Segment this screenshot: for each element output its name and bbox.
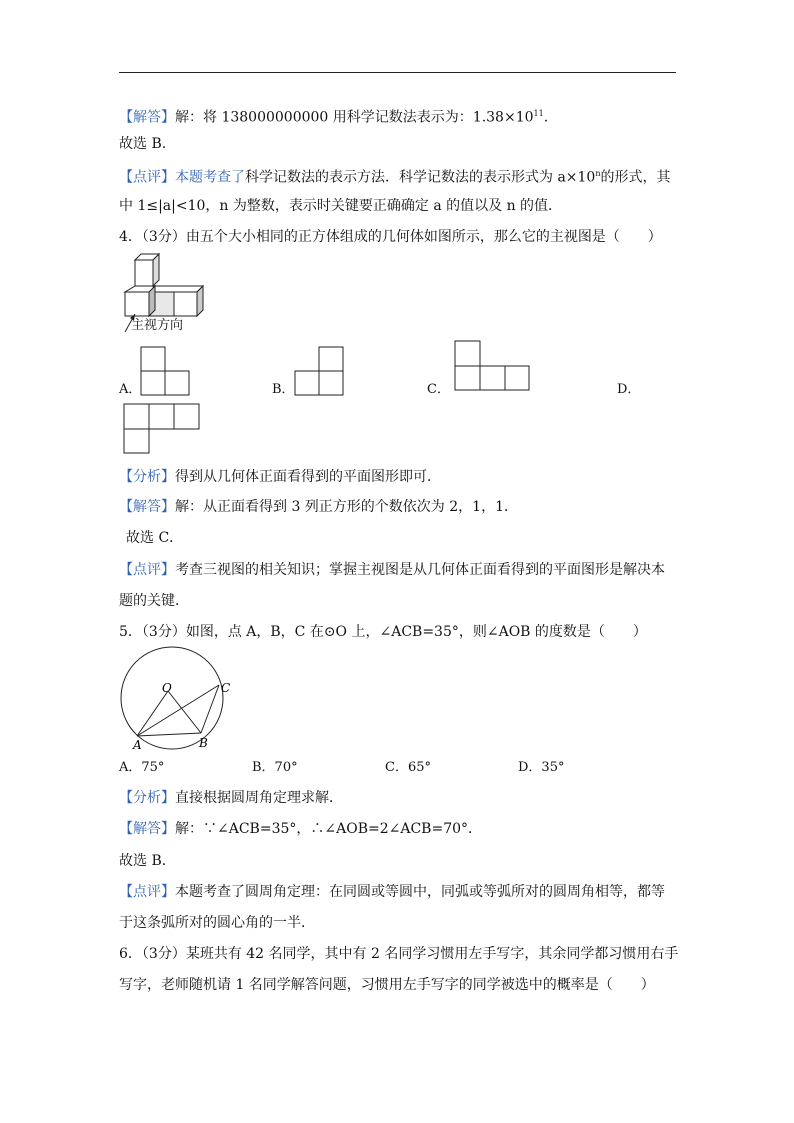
q4-option-a[interactable]: A． xyxy=(119,382,142,397)
analysis-text: 得到从几何体正面看得到的平面图形即可． xyxy=(175,469,441,485)
comment-link[interactable]: 本题考查了 xyxy=(175,169,245,186)
comment-text: 本题考查了圆周角定理：在同圆或等圆中，同弧或等弧所对的圆周角相等，都等 xyxy=(175,884,665,900)
label-b: B xyxy=(199,736,208,750)
q5-answer xyxy=(119,819,482,839)
q5-option-d[interactable]: D．35° xyxy=(518,760,565,775)
exponent: 11 xyxy=(533,109,544,118)
answer-tag: 【解答】 xyxy=(119,821,175,837)
view-direction-label: 主视方向 xyxy=(131,318,184,333)
q4-answer xyxy=(119,497,518,517)
answer-tag: 【解答】 xyxy=(119,109,175,126)
label-a: A xyxy=(133,738,142,752)
q5-option-b[interactable]: B．70° xyxy=(252,760,298,775)
label-o: O xyxy=(162,681,172,695)
comment-tag: 【点评】 xyxy=(119,562,175,578)
comment-text: 科学记数法的表示方法．科学记数法的表示形式为 a×10 xyxy=(245,169,596,186)
q5-analysis xyxy=(119,788,343,808)
period: . xyxy=(543,109,549,126)
q3-choose-line: 故选 B. xyxy=(119,136,167,152)
q4-comment-1 xyxy=(119,560,665,580)
label-c: C xyxy=(221,681,231,695)
answer-text: 解：将 138000000000 用科学记数法表示为：1.38×10 xyxy=(175,109,534,126)
q3-answer-line xyxy=(119,104,548,128)
answer-text: 解：∵∠ACB=35°，∴∠AOB=2∠ACB=70°． xyxy=(175,821,483,837)
answer-tag: 【解答】 xyxy=(119,499,175,515)
q4-option-b[interactable]: B． xyxy=(272,382,295,397)
q4-comment-2: 题的关键． xyxy=(119,593,189,609)
q5-option-c[interactable]: C．65° xyxy=(385,760,431,775)
comment-text: 考查三视图的相关知识；掌握主视图是从几何体正面看得到的平面图形是解决本 xyxy=(175,562,665,578)
q5-comment-1 xyxy=(119,882,665,902)
comment-text-b: 的形式，其 xyxy=(600,169,671,186)
header-rule xyxy=(119,72,676,73)
comment-tag: 【点评】 xyxy=(119,169,175,186)
q3-comment-line-1 xyxy=(119,164,671,188)
q4-option-c[interactable]: C． xyxy=(427,382,450,397)
q5-option-a[interactable]: A．75° xyxy=(119,760,165,775)
option-d-figure xyxy=(123,403,200,454)
q4-option-d[interactable]: D． xyxy=(617,382,641,397)
analysis-tag: 【分析】 xyxy=(119,469,175,485)
q5-comment-2: 于这条弧所对的圆心角的一半． xyxy=(119,915,315,931)
q4-choose: 故选 C． xyxy=(126,530,184,546)
q4-stem: 4．（3分）由五个大小相同的正方体组成的几何体如图所示，那么它的主视图是（ ） xyxy=(119,229,662,245)
option-a-figure xyxy=(140,346,190,396)
circle-figure xyxy=(119,650,229,752)
analysis-text: 直接根据圆周角定理求解． xyxy=(175,790,343,806)
exponent: n xyxy=(595,169,601,178)
q6-stem-1: 6．（3分）某班共有 42 名同学，其中有 2 名同学习惯用左手写字，其余同学都习惯用右手 xyxy=(119,946,679,962)
comment-tag: 【点评】 xyxy=(119,884,175,900)
analysis-tag: 【分析】 xyxy=(119,790,175,806)
option-c-figure xyxy=(454,340,530,391)
q5-choose: 故选 B． xyxy=(119,853,176,869)
q4-analysis xyxy=(119,467,441,487)
answer-text: 解：从正面看得到 3 列正方形的个数依次为 2，1，1． xyxy=(175,499,518,515)
q6-stem-2: 写字，老师随机请 1 名同学解答问题，习惯用左手写字的同学被选中的概率是（ ） xyxy=(119,977,655,993)
q3-comment-line-2: 中 1≤|a|<10，n 为整数，表示时关键要正确确定 a 的值以及 n 的值． xyxy=(119,198,563,214)
option-b-figure xyxy=(294,346,344,396)
q5-stem: 5．（3分）如图，点 A，B，C 在⊙O 上，∠ACB=35°，则∠AOB 的度数是（ ） xyxy=(119,624,647,640)
